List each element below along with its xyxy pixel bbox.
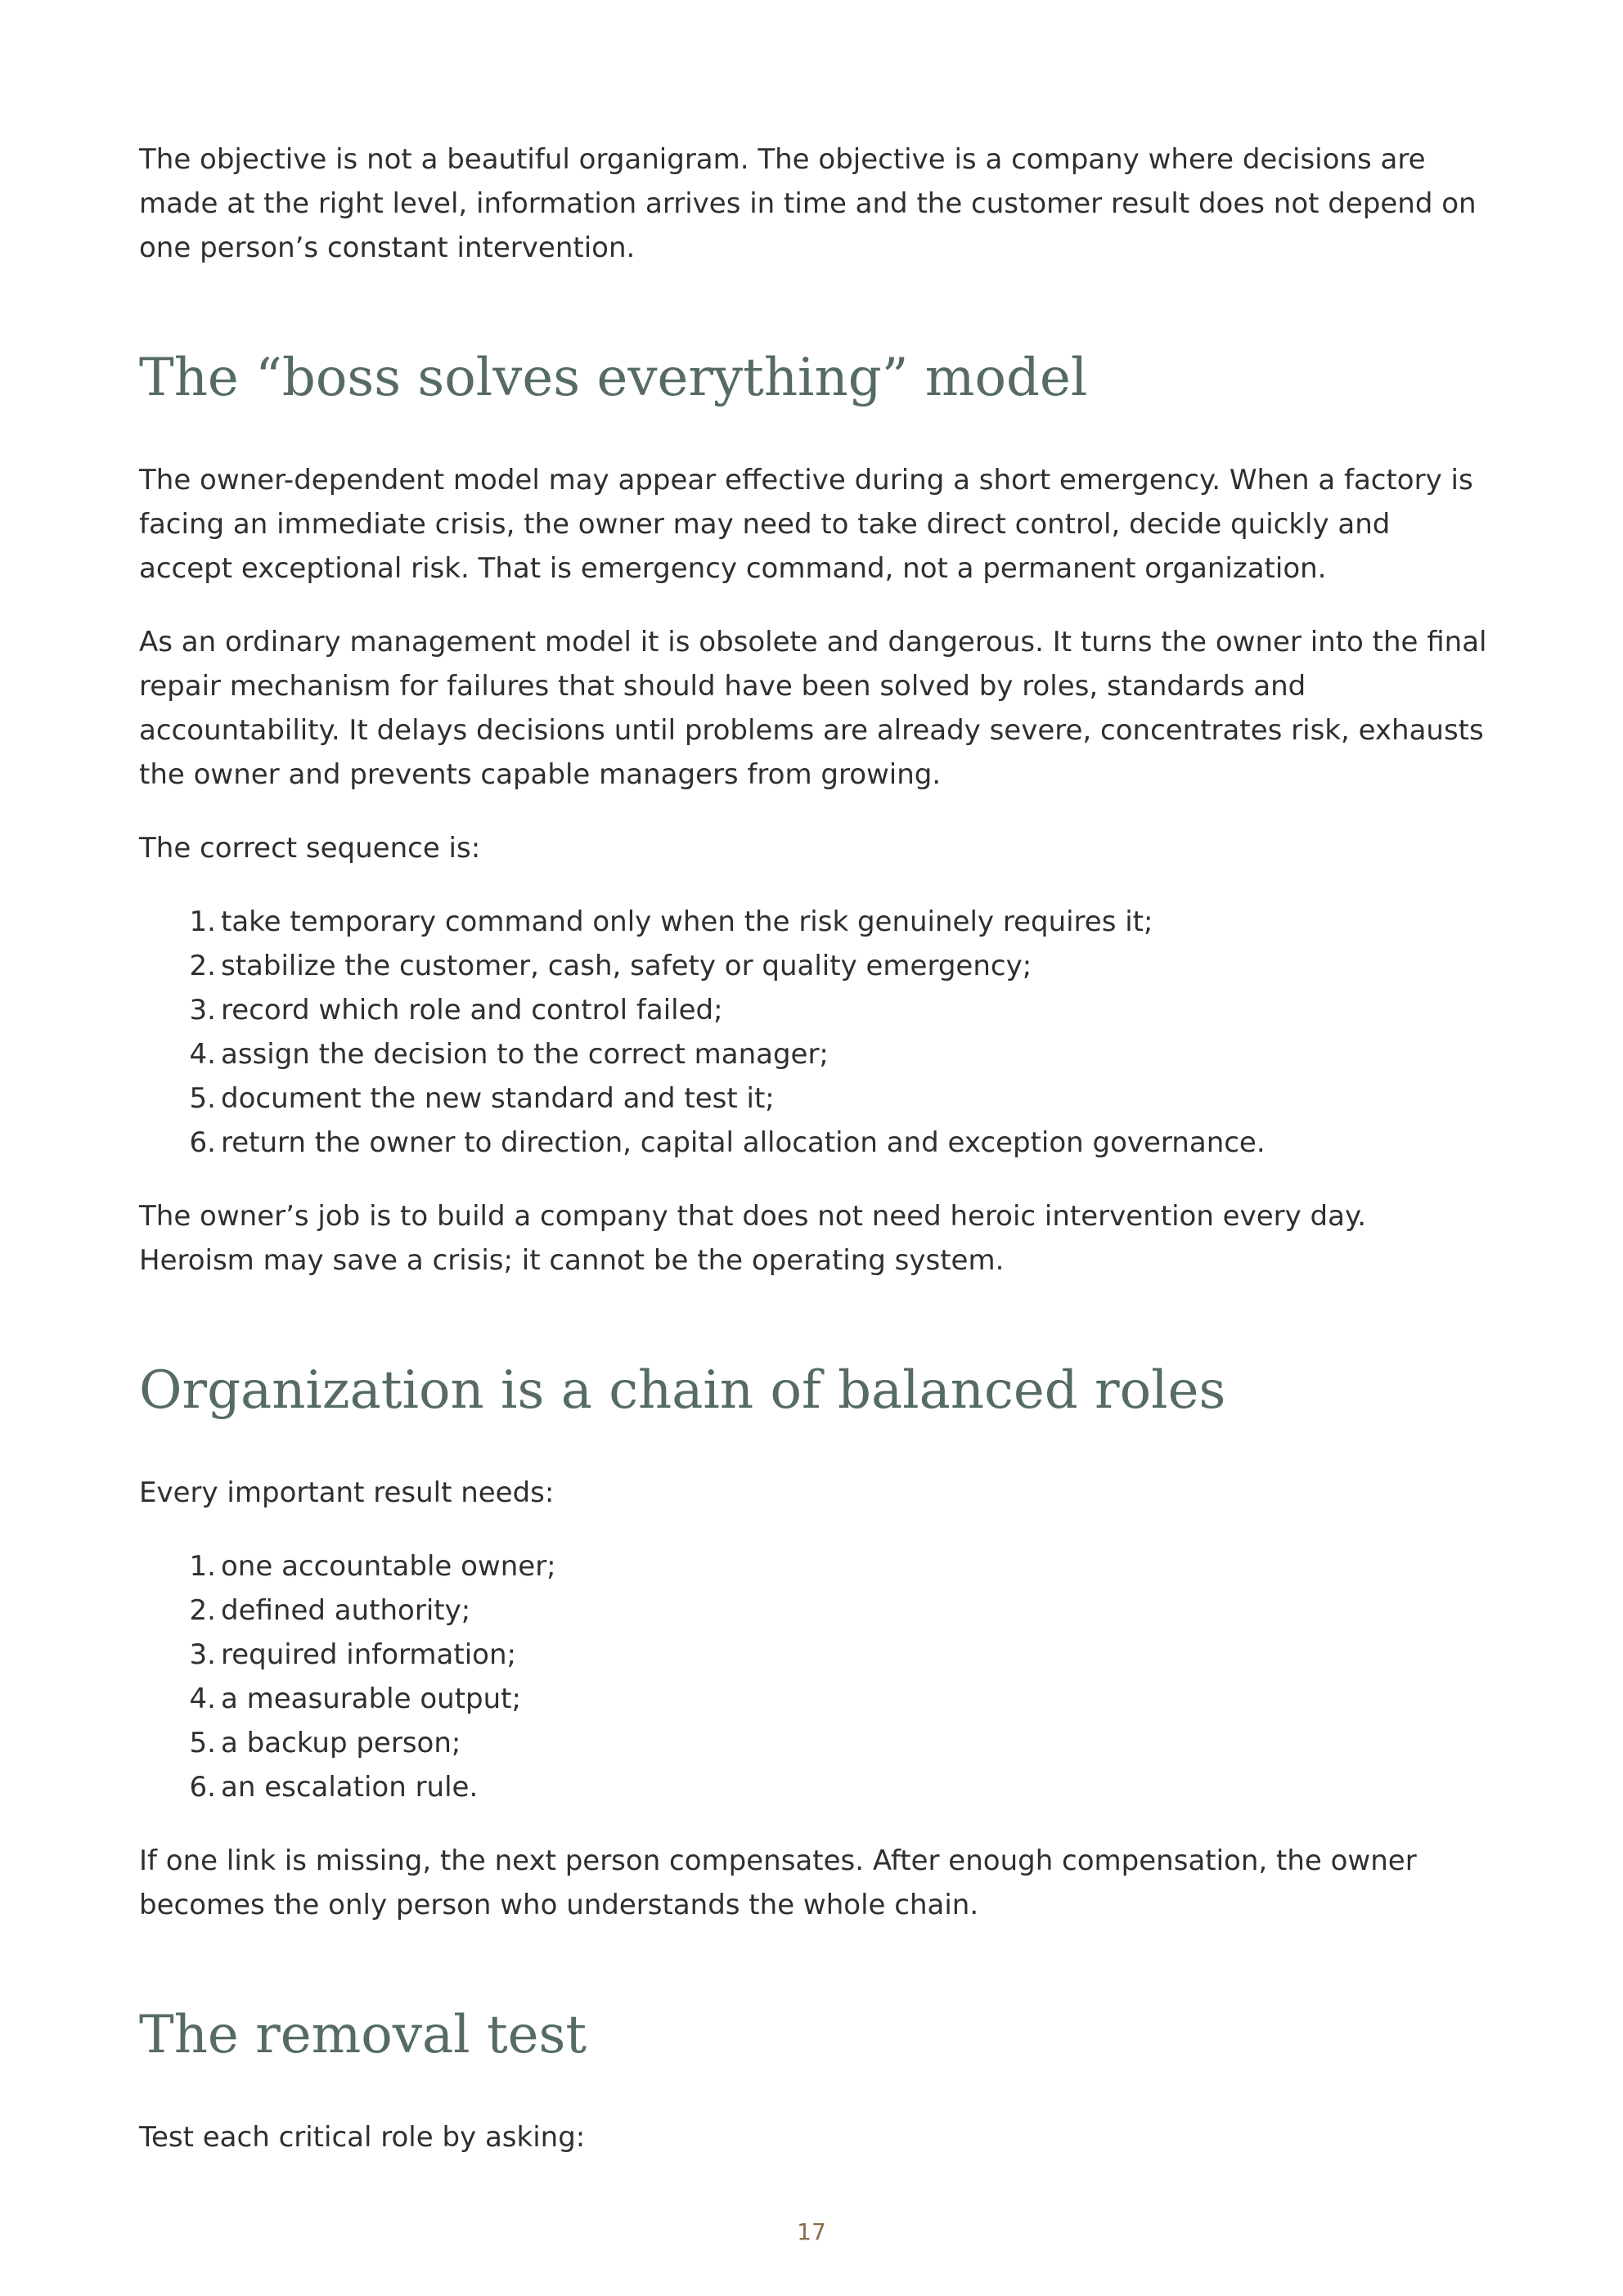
list-item [139, 1721, 1489, 1765]
section-heading-removal-test: The removal test [139, 2005, 587, 2065]
list-item [139, 1677, 1489, 1721]
list-item-text: document the new standard and test it; [221, 1082, 775, 1115]
result-needs-list [139, 1544, 1489, 1809]
list-number: 5. [189, 1082, 216, 1115]
list-number: 3. [189, 994, 216, 1027]
section-heading-balanced-roles: Organization is a chain of balanced roles [139, 1360, 1226, 1421]
paragraph: The owner’s job is to build a company that does not need heroic intervention every day. Heroism may save a crisis; it cannot be the operating system. [139, 1200, 1367, 1277]
list-item-text: a backup person; [221, 1727, 461, 1759]
paragraph: Every important result needs: [139, 1476, 555, 1509]
list-item-text: required information; [221, 1638, 516, 1671]
list-item-text: take temporary command only when the risk genuinely requires it; [221, 905, 1153, 938]
list-item [139, 988, 1489, 1032]
paragraph: If one link is missing, the next person compensates. After enough compensation, the owner becomes the only person who understands the whole chain. [139, 1844, 1417, 1921]
list-number: 1. [189, 905, 216, 938]
list-item-text: record which role and control failed; [221, 994, 723, 1027]
list-number: 6. [189, 1771, 216, 1804]
paragraph: As an ordinary management model it is obsolete and dangerous. It turns the owner into the final repair mechanism for failures that should have been solved by roles, standards and accountability. It delays decisions until problems are already severe, concentrates risk, exhausts the owner and prevents capable managers from growing. [139, 626, 1487, 791]
section-heading-boss-model: The “boss solves everything” model [139, 348, 1088, 408]
list-number: 5. [189, 1727, 216, 1759]
list-item [139, 1032, 1489, 1076]
list-item [139, 1765, 1489, 1809]
list-item [139, 1633, 1489, 1677]
paragraph: Test each critical role by asking: [139, 2121, 586, 2154]
list-item [139, 1544, 1489, 1588]
paragraph: The owner-dependent model may appear effective during a short emergency. When a factory is facing an immediate crisis, the owner may need to take direct control, decide quickly and accept exceptional risk. That is emergency command, not a permanent organization. [139, 464, 1473, 585]
list-item-text: an escalation rule. [221, 1771, 479, 1804]
page-number: 17 [797, 2218, 826, 2245]
correct-sequence-list [139, 900, 1489, 1165]
list-number: 2. [189, 950, 216, 982]
list-number: 2. [189, 1594, 216, 1627]
list-number: 3. [189, 1638, 216, 1671]
list-number: 6. [189, 1126, 216, 1159]
list-item-text: assign the decision to the correct manager; [221, 1038, 829, 1071]
list-number: 4. [189, 1038, 216, 1071]
list-item-text: a measurable output; [221, 1683, 521, 1715]
list-number: 4. [189, 1683, 216, 1715]
intro-paragraph: The objective is not a beautiful organigram. The objective is a company where decisions are made at the right level, information arrives in time and the customer result does not depend on one person’s constant intervention. [139, 143, 1477, 264]
list-item [139, 1121, 1489, 1165]
list-number: 1. [189, 1550, 216, 1583]
list-item-text: one accountable owner; [221, 1550, 556, 1583]
document-page [139, 137, 1489, 2189]
list-item [139, 944, 1489, 988]
list-item [139, 900, 1489, 944]
list-item [139, 1076, 1489, 1121]
list-item [139, 1588, 1489, 1633]
list-item-text: stabilize the customer, cash, safety or quality emergency; [221, 950, 1032, 982]
paragraph: The correct sequence is: [139, 832, 481, 865]
list-item-text: defined authority; [221, 1594, 471, 1627]
list-item-text: return the owner to direction, capital allocation and exception governance. [221, 1126, 1266, 1159]
